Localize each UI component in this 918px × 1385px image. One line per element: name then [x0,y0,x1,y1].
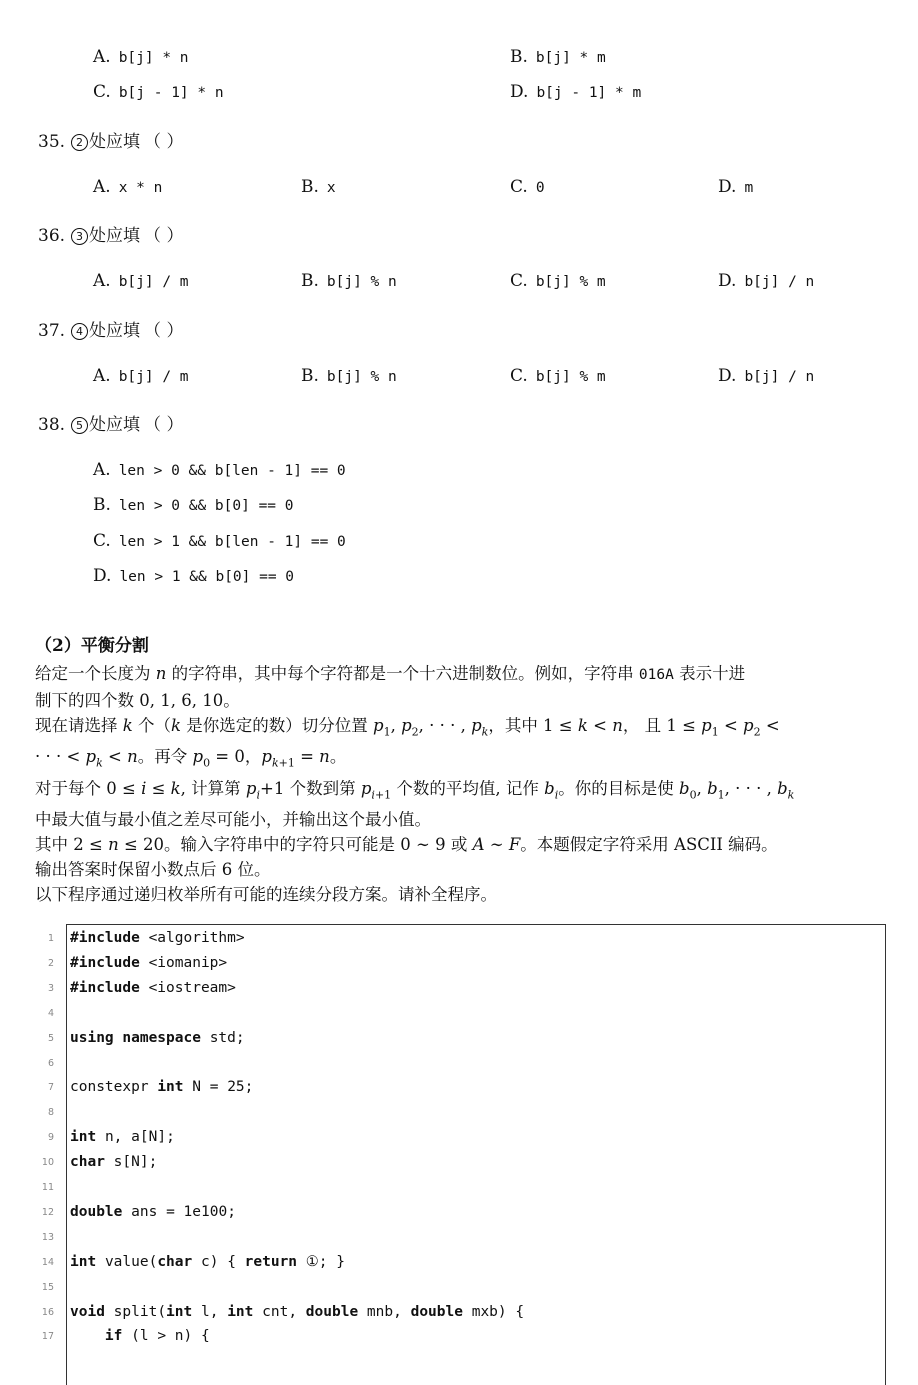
option-letter: B. [510,47,528,67]
option-code: b[j - 1] * n [118,85,224,101]
option-row [0,175,918,199]
option-code: m [744,180,754,196]
code-line [0,1324,880,1349]
option-row [0,564,918,588]
option-letter: A. [93,177,111,197]
code-text: if (l > n) { [104,1328,210,1345]
option-code: b[j] * n [118,50,189,66]
option-b [301,269,397,294]
text-line: 中最大值与最小值之差尽可能小，并输出这个最小值。 [35,809,431,829]
question-38-header [38,413,183,437]
code-text: #include <iostream> [70,979,236,996]
code-line [0,1175,880,1200]
option-row [0,80,918,104]
line-number: 5 [47,1032,54,1044]
option-d [718,364,814,389]
code-line [0,1300,880,1325]
code-line [0,1051,880,1076]
option-d [718,269,814,294]
answer-blank: （ ） [144,321,184,341]
option-letter: B. [301,177,319,197]
option-c [93,529,346,554]
line-number: 17 [41,1331,54,1343]
option-row [0,493,918,517]
option-letter: C. [93,531,111,551]
option-letter: C. [510,177,528,197]
option-letter: A. [93,47,111,67]
option-code: b[j] / n [744,274,815,290]
code-text: int value(char c) { return ①; } [70,1253,345,1270]
code-line [0,1150,880,1175]
line-number: 7 [47,1082,54,1094]
option-a [93,175,162,200]
option-code: len > 1 && b[0] == 0 [119,569,295,585]
text-line: · · · < $p_k < n$。再令 $p_0 = 0$，$p_{k+1} = n$。 [35,747,347,770]
line-number: 9 [47,1132,54,1144]
option-row [0,364,918,388]
question-number: 36. [38,226,66,246]
option-letter: B. [93,495,111,515]
circled-number-icon: 2 [71,134,88,151]
option-row [0,45,918,69]
line-number: 6 [47,1057,54,1069]
question-number: 35. [38,132,66,152]
option-code: b[j] / m [118,369,189,385]
line-number: 14 [41,1256,54,1268]
section-title: （2）平衡分割 [35,636,149,656]
option-code: x * n [118,180,163,196]
option-code: len > 1 && b[len - 1] == 0 [118,534,346,550]
text-line: 制下的四个数 0, 1, 6, 10。 [35,691,240,710]
option-letter: A. [93,460,111,480]
line-number: 12 [41,1206,54,1218]
code-line [0,1125,880,1150]
line-number: 4 [47,1007,54,1019]
code-text: #include <algorithm> [70,930,245,946]
code-line [0,1001,880,1026]
question-number: 38. [38,415,66,435]
text-line: 其中 2 ≤ n ≤ 20。输入字符串中的字符只可能是 0 ∼ 9 或 A ∼ F。本题假定字符采用 ASCII 编码。 [35,834,778,854]
option-a [93,364,189,389]
option-b [301,175,336,200]
option-letter: B. [301,271,319,291]
option-code: b[j] % n [326,274,397,290]
text-line: 给定一个长度为 n 的字符串，其中每个字符都是一个十六进制数位。例如，字符串 016A 表示十进 [35,664,746,683]
option-c [510,269,606,294]
circled-number-icon: 5 [71,417,88,434]
code-line [0,926,880,951]
question-prompt: 处应填 [89,321,141,341]
option-code: x [326,180,336,196]
option-row [0,529,918,553]
code-text: void split(int l, int cnt, double mnb, double mxb) { [70,1303,525,1320]
line-number: 10 [41,1157,54,1169]
code-text: double ans = 1e100; [70,1203,236,1220]
text-line: 以下程序通过递归枚举所有可能的连续分段方案。请补全程序。 [35,884,497,904]
code-line [0,976,880,1001]
option-code: b[j - 1] * m [536,85,642,101]
line-number: 2 [47,957,54,969]
option-letter: A. [93,366,111,386]
option-c [510,364,606,389]
code-line [0,1075,880,1100]
code-line [0,1225,880,1250]
line-number: 3 [47,982,54,994]
option-code: b[j] % m [535,369,606,385]
code-line [0,1200,880,1225]
option-b [301,364,397,389]
answer-blank: （ ） [144,132,184,152]
option-code: len > 0 && b[len - 1] == 0 [118,463,346,479]
option-code: b[j] / n [744,369,815,385]
question-prompt: 处应填 [89,132,141,152]
code-line [0,951,880,976]
code-text: #include <iomanip> [70,954,228,971]
option-letter: D. [93,566,112,586]
option-letter: C. [510,366,528,386]
option-code: b[j] / m [118,274,189,290]
option-row [0,269,918,293]
option-c [510,175,545,200]
option-d [718,175,753,200]
line-number: 13 [41,1231,54,1243]
line-number: 15 [41,1281,54,1293]
option-code: 0 [535,180,545,196]
option-code: b[j] % m [535,274,606,290]
option-row [0,458,918,482]
code-line [0,1250,880,1275]
code-line [0,1275,880,1300]
code-text: int n, a[N]; [70,1129,175,1146]
option-letter: D. [718,271,737,291]
option-a [93,458,346,483]
option-letter: D. [718,177,737,197]
option-c [93,80,224,105]
option-a [93,269,189,294]
question-37-header [38,319,183,343]
problem-description [35,661,887,907]
question-number: 37. [38,321,66,341]
question-36-header [38,224,183,248]
option-letter: D. [718,366,737,386]
option-letter: C. [93,82,111,102]
option-letter: C. [510,271,528,291]
question-prompt: 处应填 [89,415,141,435]
option-letter: A. [93,271,111,291]
text-line: 对于每个 0 ≤ i ≤ k, 计算第 $p_i+1$ 个数到第 $p_{i+1}$ 个数的平均值, 记作 $b_i$。你的目标是使 $b_0$, $b_1$, · · · , $b_k$ [35,778,795,801]
circled-number-icon: 3 [71,228,88,245]
option-code: len > 0 && b[0] == 0 [118,498,294,514]
option-a [93,45,189,70]
line-number: 11 [41,1182,54,1193]
text-line: 现在请选择 k 个（k 是你选定的数）切分位置 $p_1$, $p_2$, · · · , $p_k$，其中 1 ≤ k < n， 且 $1 \le p_1 < p_2$ < [35,716,780,739]
option-d [93,564,294,589]
answer-blank: （ ） [144,226,184,246]
code-text: using namespace std; [70,1029,245,1046]
code-text: char s[N]; [70,1154,158,1171]
code-line [0,1026,880,1051]
option-letter: B. [301,366,319,386]
option-d [510,80,641,105]
question-prompt: 处应填 [89,226,141,246]
option-code: b[j] % n [326,369,397,385]
line-number: 16 [41,1306,54,1318]
option-b [510,45,606,70]
code-text: constexpr int N = 25; [70,1079,254,1096]
circled-number-icon: 4 [71,323,88,340]
answer-blank: （ ） [144,415,184,435]
question-35-header [38,130,183,154]
option-b [93,493,294,518]
option-letter: D. [510,82,529,102]
line-number: 1 [47,933,54,944]
text-line: 输出答案时保留小数点后 6 位。 [35,859,271,879]
option-code: b[j] * m [535,50,606,66]
code-line [0,1100,880,1125]
line-number: 8 [47,1107,54,1119]
